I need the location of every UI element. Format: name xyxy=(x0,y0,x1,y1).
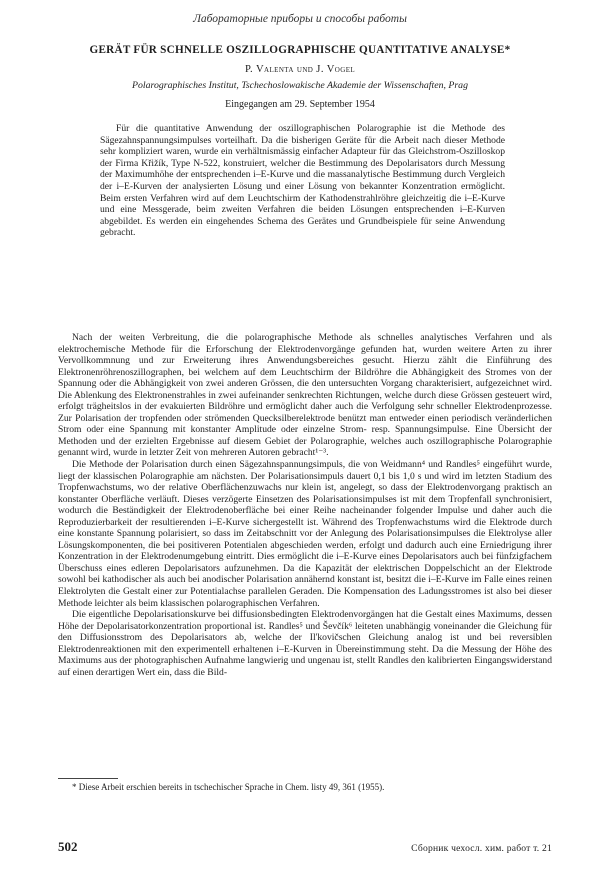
page-number: 502 xyxy=(58,839,78,854)
article-body xyxy=(58,332,552,678)
running-head: Лабораторные приборы и способы работы xyxy=(193,13,407,25)
received-date: Eingegangen am 29. September 1954 xyxy=(225,99,375,110)
footnote: * Diese Arbeit erschien bereits in tschechischer Sprache in Chem. listy 49, 361 (1955). xyxy=(72,782,385,792)
affiliation: Polarographisches Institut, Tschechoslowakische Akademie der Wissenschaften, Prag xyxy=(132,80,468,91)
article-title: GERÄT FÜR SCHNELLE OSZILLOGRAPHISCHE QUANTITATIVE ANALYSE* xyxy=(89,44,511,56)
authors: P. Valenta und J. Vogel xyxy=(244,64,356,75)
body-paragraph: Die eigentliche Depolarisationskurve bei diffusionsbedingten Elektrodenvorgängen hat die Gestalt eines Maximums, dessen Höhe der Depolarisatorkonzentration proportional ist. Randles⁵ und Ševčík⁶ leiteten unabhängig voneinander die Gleichung für den Diffusionsstrom des Depolarisators ab, welche der Il'kovičschen Gleichung analog ist und bei reversiblen Elektrodenreaktionen mit den experimentell erhaltenen i–E-Kurven in Übereinstimmung steht. Da die Messung der Höhe des Maximums aus der photographischen Aufnahme langwierig und ungenau ist, stellt Randles den kalibrierten Eingangswiderstand auf einen derartigen Wert ein, dass die Bild- xyxy=(58,609,552,678)
abstract: Für die quantitative Anwendung der oszillographischen Polarographie ist die Methode des Sägezahnspannungsimpulses vorteilhaft. Da die bisherigen Geräte für die Arbeit nach dieser Methode sehr kompliziert waren, wurde ein verhältnismässig einfacher Adapteur für das Gleichstrom-Oszilloskop der Firma Křižík, Type N-522, konstruiert, welcher die Bestimmung des Depolarisators durch Messung der Maximumhöhe der entsprechenden i–E-Kurve und die massanalytische Bestimmung durch Vergleich der i–E-Kurven der analysierten Lösung und einer Lösung von bekannter Konzentration ermöglicht. Beim ersten Verfahren wird auf dem Leuchtschirm der Kathodenstrahlröhre gleichzeitig die i–E-Kurve und eine Messgerade, beim zweiten Verfahren die beiden Lösungen entsprechenden i–E-Kurven abgebildet. Es werden ein eingehendes Schema des Gerätes und Grundbeispiele für seine Anwendung gebracht. xyxy=(100,123,505,239)
journal-reference: Сборник чехосл. хим. работ т. 21 xyxy=(411,843,552,854)
footnote-rule xyxy=(58,778,118,779)
body-paragraph: Nach der weiten Verbreitung, die die polarographische Methode als schnelles analytisches Verfahren und als elektrochemische Methode für die Erforschung der Elektrodenvorgänge gefunden hat, wurden weitere Arten zu ihrer Vervollkommnung und zur Erweiterung ihres Anwendungsbereiches gesucht. Hierzu zählt die Einführung des Elektronenröhrenoszillographen, bei welchem auf dem Leuchtschirm der Bildröhre die Abhängigkeit des Stromes von der Spannung oder die Abhängigkeit von zwei anderen Grössen, die den untersuchten Vorgang charakterisiert, aufgezeichnet wird. Die Ablenkung des Elektronenstrahles in zwei aufeinander senkrechten Richtungen, welche durch diese Grössen gesteuert wird, erfolgt trägheitslos in der evakuierten Bildröhre und ermöglicht daher auch die Verfolgung sehr schneller Elektrodenprozesse. Zur Polarisation der tropfenden oder strömenden Quecksilberelektrode benützt man entweder einen periodisch veränderlichen Strom oder eine Spannung mit konstanter Amplitude oder einzelne Strom- resp. Spannungsimpulse. Eine Übersicht der Methoden und der erzielten Ergebnisse auf diesem Gebiet der Polarographie, welches auch oszillographische Polarographie genannt wird, wurde in letzter Zeit von mehreren Autoren gebracht¹⁻³. xyxy=(58,332,552,459)
body-paragraph: Die Methode der Polarisation durch einen Sägezahnspannungsimpuls, die von Weidmann⁴ und Randles⁵ eingeführt wurde, liegt der klassischen Polarographie am nächsten. Der Polarisationsimpuls dauert 0,1 bis 1,0 s und wird im letzten Stadium des Tropfenwachstums, wo der relative Oberflächenzuwachs nur klein ist, angelegt, so dass der Elektrodenvorgang praktisch an konstanter Oberfläche verläuft. Dieses verzögerte Einsetzen des Polarisationsimpulses ist mit dem Tropfenfall synchronisiert, wodurch die Beständigkeit der Elektrodenoberfläche bei einer Reihe nacheinander folgender Impulse und daher auch die Reproduzierbarkeit der resultierenden i–E-Kurve sichergestellt ist. Während des Tropfenwachstums wird die Elektrode durch eine konstante Spannung polarisiert, so dass im Zeitabschnitt vor der Anlegung des Polarisationsimpulses die Elektrolyse aller Lösungskomponenten, die bei positiveren Potentialen abgeschieden werden, erfolgt und dadurch auch eine Erniedrigung ihrer Konzentration in der Elektrodenumgebung eintritt. Dies ermöglicht die i–E-Kurve eines Depolarisators auch bei fünfzigfachem Überschuss eines edleren Depolarisators aufzunehmen. Da die Kapazität der elektrischen Doppelschicht an der Elektrode sowohl bei kathodischer als auch bei anodischer Polarisation annähernd konstant ist, besitzt die i–E-Kurve im Falle eines reinen Elektrolyten die Gestalt einer zur Potentialachse parallelen Geraden. Die Kompensation des Ladungsstromes ist also bei dieser Methode leichter als beim klassischen polarographischen Verfahren. xyxy=(58,459,552,609)
